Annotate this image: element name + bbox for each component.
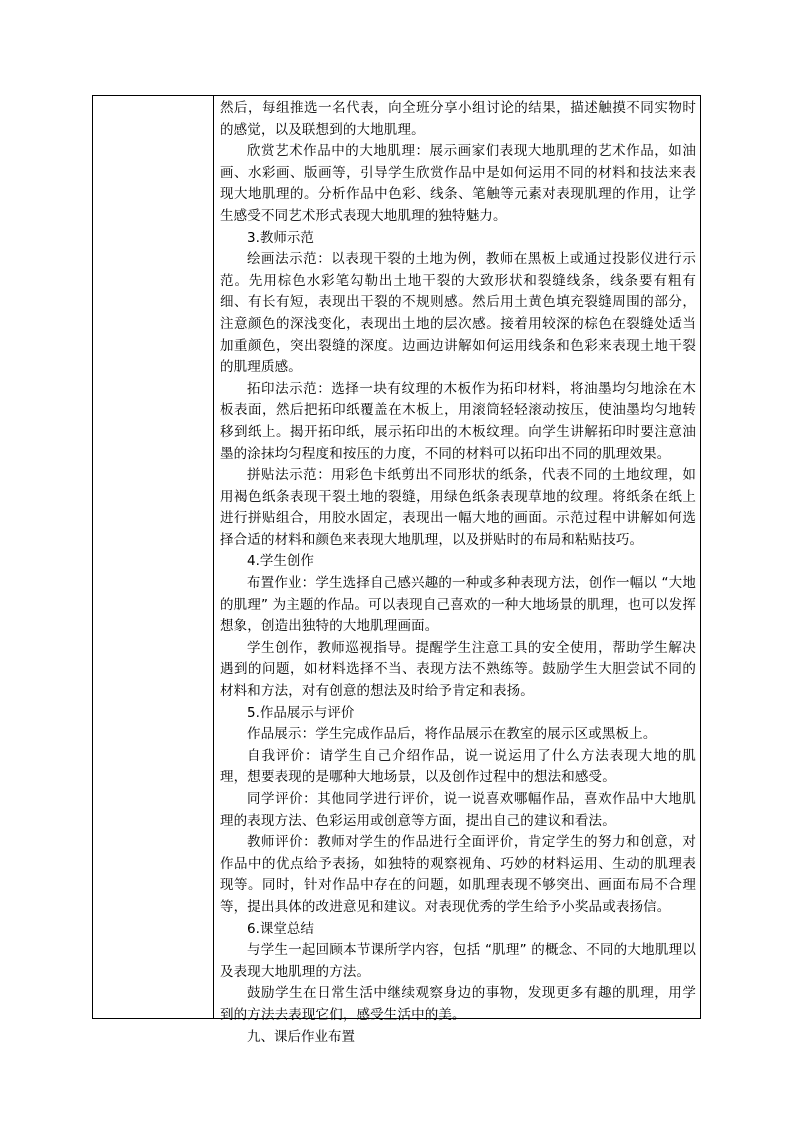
paragraph-review: 与学生一起回顾本节课所学内容，包括 “肌理” 的概念、不同的大地肌理以及表现大地肌理的方法。 <box>220 942 696 980</box>
table-content-cell <box>214 96 700 1045</box>
paragraph-encourage: 鼓励学生在日常生活中继续观察身边的事物，发现更多有趣的肌理，用学到的方法去表现它们，感受生活中的美。 <box>220 985 696 1023</box>
paragraph-teacher-evaluation: 教师评价：教师对学生的作品进行全面评价，肯定学生的努力和创意，对作品中的优点给予表扬，如独特的观察视角、巧妙的材料运用、生动的肌理表现等。同时，针对作品中存在的问题，如肌理表现不够突出、画面布局不合理等，提出具体的改进意见和建议。对表现优秀的学生给予小奖品或表扬信。 <box>220 834 696 915</box>
paragraph-work-display: 作品展示：学生完成作品后，将作品展示在教室的展示区或黑板上。 <box>247 726 657 743</box>
section-heading-class-summary: 6.课堂总结 <box>247 920 314 937</box>
lesson-table <box>92 95 701 1045</box>
section-heading-teacher-demo: 3.教师示范 <box>247 229 314 246</box>
paragraph-collage-demo: 拼贴法示范：用彩色卡纸剪出不同形状的纸条，代表不同的土地纹理，如用褐色纸条表现干裂土地的裂缝，用绿色纸条表现草地的纹理。将纸条在纸上进行拼贴组合，用胶水固定，表现出一幅大地的画面。示范过程中讲解如何选择合适的材料和颜色来表现大地肌理，以及拼贴时的布局和粘贴技巧。 <box>220 467 696 548</box>
paragraph-painting-demo: 绘画法示范：以表现干裂的土地为例，教师在黑板上或通过投影仪进行示范。先用棕色水彩笔勾勒出土地干裂的大致形状和裂缝线条，线条要有粗有细、有长有短，表现出干裂的不规则感。然后用土黄色填充裂缝周围的部分，注意颜色的深浅变化，表现出土地的层次感。接着用较深的棕色在裂缝处适当加重颜色，突出裂缝的深度。边画边讲解如何运用线条和色彩来表现土地干裂的肌理质感。 <box>220 251 696 376</box>
paragraph-group-share: 然后，每组推选一名代表，向全班分享小组讨论的结果，描述触摸不同实物时的感觉，以及联想到的大地肌理。 <box>220 100 696 138</box>
section-heading-homework: 九、课后作业布置 <box>247 1028 355 1045</box>
paragraph-peer-evaluation: 同学评价：其他同学进行评价，说一说喜欢哪幅作品，喜欢作品中大地肌理的表现方法、色彩运用或创意等方面，提出自己的建议和看法。 <box>220 791 696 829</box>
section-heading-student-creation: 4.学生创作 <box>247 553 314 570</box>
paragraph-assign-work: 布置作业：学生选择自己感兴趣的一种或多种表现方法，创作一幅以 “大地的肌理” 为主题的作品。可以表现自己喜欢的一种大地场景的肌理，也可以发挥想象，创造出独特的大地肌理画面。 <box>220 575 696 635</box>
table-left-column <box>93 96 214 1018</box>
section-heading-display-evaluation: 5.作品展示与评价 <box>247 704 355 721</box>
paragraph-self-evaluation: 自我评价：请学生自己介绍作品，说一说运用了什么方法表现大地的肌理，想要表现的是哪种大地场景，以及创作过程中的想法和感受。 <box>220 747 696 786</box>
paragraph-rubbing-demo: 拓印法示范：选择一块有纹理的木板作为拓印材料，将油墨均匀地涂在木板表面，然后把拓印纸覆盖在木板上，用滚筒轻轻滚动按压，使油墨均匀地转移到纸上。揭开拓印纸，展示拓印出的木板纹理。向学生讲解拓印时要注意油墨的涂抹均匀程度和按压的力度，不同的材料可以拓印出不同的肌理效果。 <box>220 380 696 462</box>
paragraph-appreciate-art: 欣赏艺术作品中的大地肌理：展示画家们表现大地肌理的艺术作品，如油画、水彩画、版画等，引导学生欣赏作品中是如何运用不同的材料和技法来表现大地肌理的。分析作品中色彩、线条、笔触等元素对表现肌理的作用，让学生感受不同艺术形式表现大地肌理的独特魅力。 <box>220 143 696 224</box>
paragraph-student-create: 学生创作，教师巡视指导。提醒学生注意工具的安全使用，帮助学生解决遇到的问题，如材料选择不当、表现方法不熟练等。鼓励学生大胆尝试不同的材料和方法，对有创意的想法及时给予肯定和表扬。 <box>220 639 696 700</box>
